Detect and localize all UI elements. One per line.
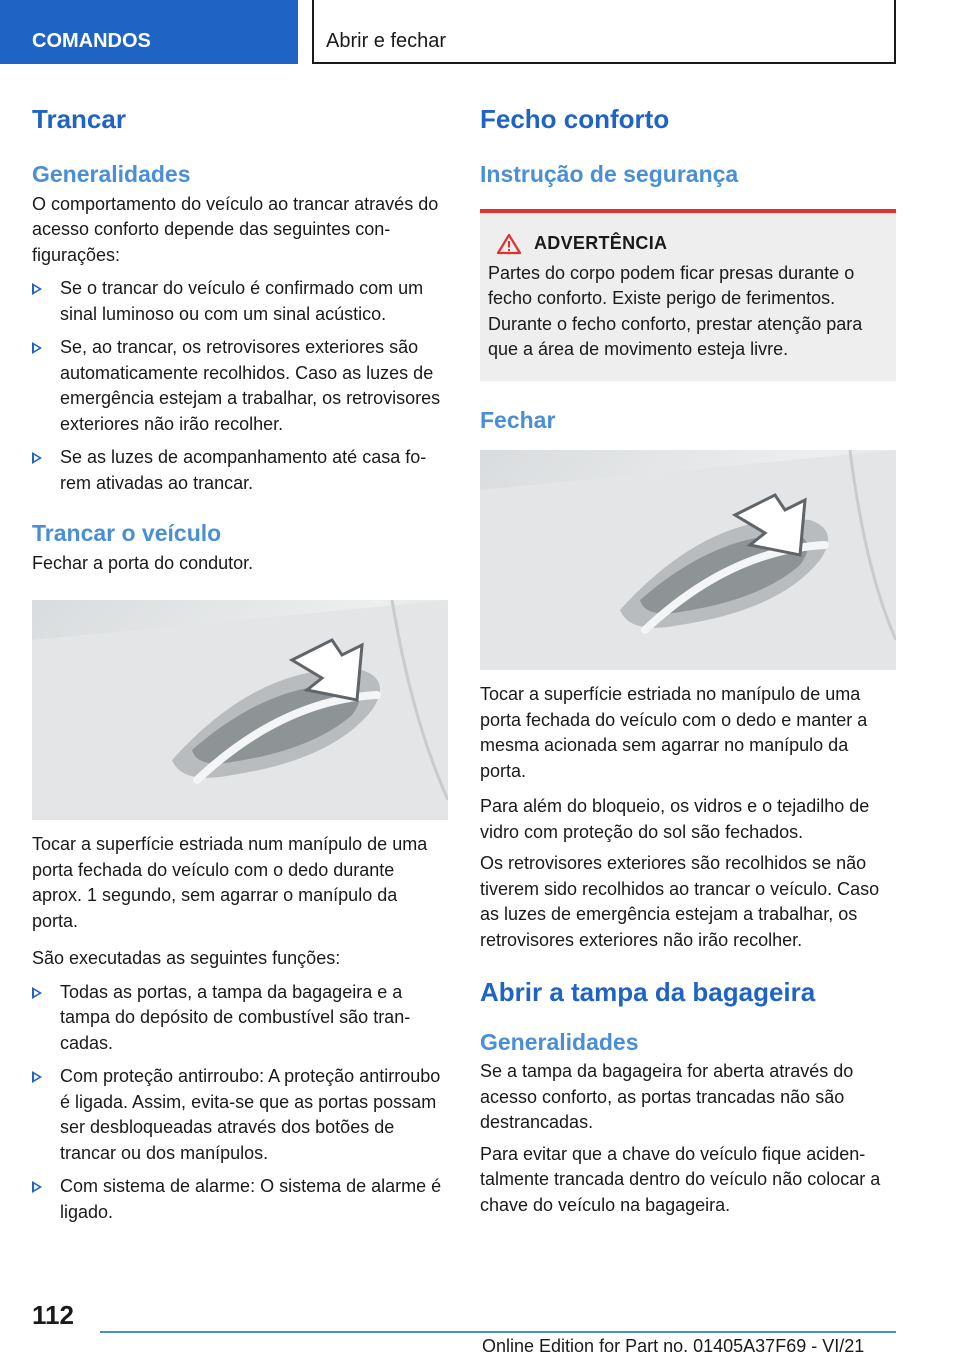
page-number: 112 bbox=[32, 1300, 74, 1330]
door-handle-illustration bbox=[480, 450, 896, 670]
heading-generalidades-bagageira: Generalidades bbox=[480, 1028, 639, 1055]
warning-title: ADVERTÊNCIA bbox=[534, 233, 668, 254]
paragraph-tocar-fechar: Tocar a superfície estriada no manípulo de uma porta fechada do veículo com o dedo e manter a mesma acionada sem agarrar no manípulo da porta. bbox=[480, 684, 868, 781]
list-item: Se as luzes de acompanhamento até casa forem ativadas ao trancar. bbox=[32, 445, 448, 496]
section-tab bbox=[0, 0, 298, 64]
warning-triangle-icon bbox=[496, 233, 522, 255]
bullet-list-config bbox=[32, 276, 448, 496]
triangle-bullet-icon bbox=[32, 452, 42, 464]
paragraph-tampa: Se a tampa da bagageira for aberta através do acesso conforto, as portas trancadas não são destrancadas. bbox=[480, 1061, 854, 1133]
chapter-title: Abrir e fechar bbox=[326, 30, 447, 52]
list-item: Com proteção antirroubo: A proteção antirroubo é ligada. Assim, evita-se que as portas possam ser desbloqueadas através dos botões de trancar ou dos manípulos. bbox=[32, 1064, 448, 1166]
section-label: COMANDOS bbox=[32, 30, 151, 52]
footer-divider bbox=[100, 1331, 896, 1333]
triangle-bullet-icon bbox=[32, 1181, 42, 1193]
triangle-bullet-icon bbox=[32, 283, 42, 295]
paragraph-fechar-porta: Fechar a porta do condutor. bbox=[32, 552, 254, 573]
paragraph-evitar: Para evitar que a chave do veículo fique acidentalmente trancada dentro do veículo não colocar a chave do veículo na bagageira. bbox=[480, 1143, 881, 1215]
heading-generalidades: Generalidades bbox=[32, 161, 191, 188]
paragraph-alem-bloqueio: Para além do bloqueio, os vidros e o tejadilho de vidro com proteção do sol são fechados. bbox=[480, 796, 870, 842]
left-column bbox=[32, 100, 448, 1225]
list-item: Se, ao trancar, os retrovisores exteriores são automaticamente recolhidos. Caso as luzes de emergência estejam a trabalhar, os retrovisores exteriores não irão recolher. bbox=[32, 335, 448, 437]
heading-trancar: Trancar bbox=[32, 104, 126, 134]
door-handle-illustration bbox=[32, 600, 448, 820]
list-item: Se o trancar do veículo é confirmado com um sinal luminoso ou com um sinal acústico. bbox=[32, 276, 448, 327]
paragraph-retrovisores: Os retrovisores exteriores são recolhidos se não tiverem sido recolhidos ao trancar o veículo. Caso as luzes de emergência estejam a trabalhar, os retrovisores exteriores não irão recolher. bbox=[480, 853, 880, 950]
warning-box bbox=[480, 209, 896, 381]
paragraph-funcoes: São executadas as seguintes funções: bbox=[32, 948, 341, 969]
triangle-bullet-icon bbox=[32, 1071, 42, 1083]
warning-header bbox=[496, 233, 888, 255]
paragraph-tocar: Tocar a superfície estriada num manípulo de uma porta fechada do veículo com o dedo durante aprox. 1 segundo, sem agarrar o manípulo da porta. bbox=[32, 834, 428, 931]
right-column bbox=[480, 100, 896, 1218]
list-item: Todas as portas, a tampa da bagageira e a tampa do depósito de combustível são trancadas. bbox=[32, 980, 448, 1057]
triangle-bullet-icon bbox=[32, 987, 42, 999]
triangle-bullet-icon bbox=[32, 342, 42, 354]
heading-instrucao-seguranca: Instrução de segurança bbox=[480, 161, 739, 188]
edition-note: Online Edition for Part no. 01405A37F69 - VI/21 bbox=[482, 1336, 865, 1356]
list-item: Com sistema de alarme: O sistema de alarme é ligado. bbox=[32, 1174, 448, 1225]
heading-abrir-bagageira: Abrir a tampa da bagageira bbox=[480, 977, 816, 1008]
warning-text: Partes do corpo podem ficar presas durante o fecho conforto. Existe perigo de ferimentos. Durante o fecho conforto, prestar atenção para que a área de movimento esteja livre. bbox=[488, 262, 863, 360]
heading-fecho-conforto: Fecho conforto bbox=[480, 104, 670, 134]
heading-trancar-veiculo: Trancar o veículo bbox=[32, 520, 222, 547]
heading-fechar: Fechar bbox=[480, 406, 556, 433]
paragraph-intro: O comportamento do veículo ao trancar através do acesso conforto depende das seguintes configurações: bbox=[32, 193, 439, 265]
bullet-list-functions bbox=[32, 980, 448, 1226]
